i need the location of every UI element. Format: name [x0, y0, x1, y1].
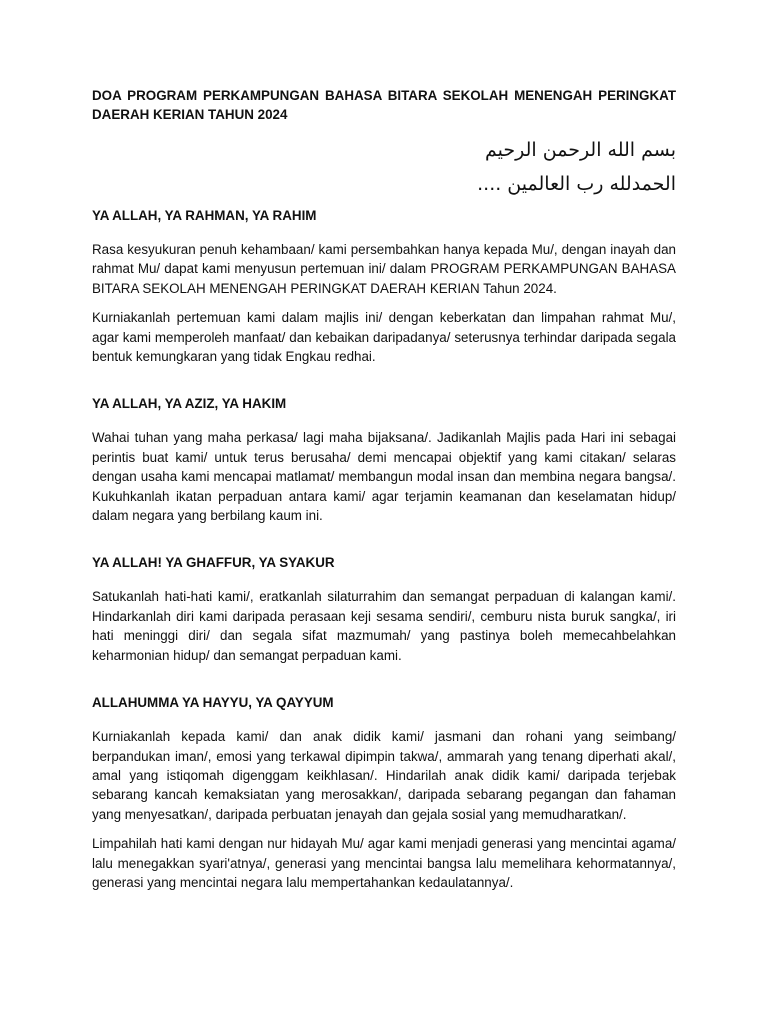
section-paragraph: Kurniakanlah kepada kami/ dan anak didik kami/ jasmani dan rohani yang seimbang/ berpandukan iman/, emosi yang terkawal dipimpin takwa/, ammarah yang tenang diperhati akal/, amal yang istiqomah digenggam keikhlasan/. Hindarilah anak didik kami/ daripada terjebak sebarang kancah kemaksiatan yang merosakkan/, daripada sebarang pegangan dan fahaman yang menyesatkan/, daripada perbuatan jenayah dan gejala sosial yang memudharatkan/.	[92, 729, 676, 822]
section-paragraph: Satukanlah hati-hati kami/, eratkanlah silaturrahim dan semangat perpaduan di kalangan kami/. Hindarkanlah diri kami daripada perasaan keji sesama sendiri/, cemburu nista buruk sangka/, iri hati meninggi diri/ dan segala sifat mazmumah/ yang pastinya boleh memecahbelahkan keharmonian hidup/ dan semangat perpaduan kami.	[92, 589, 676, 663]
document-page	[92, 86, 676, 902]
basmalah-line: بسم الله الرحمن الرحيم	[485, 139, 676, 161]
section-heading: YA ALLAH! YA GHAFFUR, YA SYAKUR	[92, 555, 335, 571]
section-heading: ALLAHUMMA YA HAYYU, YA QAYYUM	[92, 695, 334, 711]
document-title: DOA PROGRAM PERKAMPUNGAN BAHASA BITARA SEKOLAH MENENGAH PERINGKAT DAERAH KERIAN TAHUN 2024	[92, 88, 676, 122]
section-paragraph: Limpahilah hati kami dengan nur hidayah Mu/ agar kami menjadi generasi yang mencintai agama/ lalu menegakkan syari'atnya/, generasi yang mencintai bangsa lalu memelihara kehormatannya/, generasi yang mencintai negara lalu mempertahankan kedaulatannya/.	[92, 836, 676, 890]
section-ghaffur	[92, 553, 676, 665]
section-paragraph: Rasa kesyukuran penuh kehambaan/ kami persembahkan hanya kepada Mu/, dengan inayah dan rahmat Mu/ dapat kami menyusun pertemuan ini/ dalam PROGRAM PERKAMPUNGAN BAHASA BITARA SEKOLAH MENENGAH PERINGKAT DAERAH KERIAN Tahun 2024.	[92, 242, 676, 296]
section-paragraph: Kurniakanlah pertemuan kami dalam majlis ini/ dengan keberkatan dan limpahan rahmat Mu/, agar kami memperoleh manfaat/ dan kebaikan daripadanya/ seterusnya terhindar daripada segala bentuk kemungkaran yang tidak Engkau redhai.	[92, 310, 676, 365]
section-paragraph: Wahai tuhan yang maha perkasa/ lagi maha bijaksana/. Jadikanlah Majlis pada Hari ini sebagai perintis buat kami/ untuk terus berusaha/ demi mencapai objektif yang kami citakan/ selaras dengan usaha kami mencapai matlamat/ membangun modal insan dan membina negara bangsa/. Kukuhkanlah ikatan perpaduan antara kami/ agar terjamin keamanan dan keselamatan hidup/ dalam negara yang berbilang kaum ini.	[92, 430, 676, 524]
section-heading: YA ALLAH, YA RAHMAN, YA RAHIM	[92, 208, 317, 223]
section-heading: YA ALLAH, YA AZIZ, YA HAKIM	[92, 396, 287, 412]
section-aziz	[92, 394, 676, 525]
section-hayyu	[92, 693, 676, 892]
hamdalah-line: الحمدلله رب العالمين ....	[477, 173, 676, 195]
section-rahman	[92, 206, 676, 366]
